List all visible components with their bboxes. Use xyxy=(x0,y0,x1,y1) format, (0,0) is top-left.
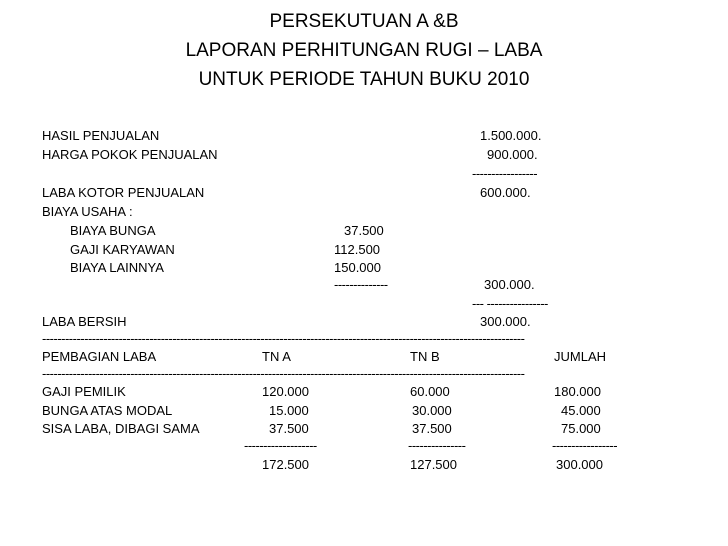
distribution-row-label: BUNGA ATAS MODAL xyxy=(42,403,173,418)
laba-kotor-label: LABA KOTOR PENJUALAN xyxy=(42,185,205,200)
expense-value: 37.500 xyxy=(344,223,384,238)
section-divider-top: ------------------------------------------------------------------------------------------------------------------------------ xyxy=(42,331,525,346)
total-biaya-value: 300.000. xyxy=(484,277,535,292)
hpp-label: HARGA POKOK PENJUALAN xyxy=(42,147,218,162)
report-title-period: UNTUK PERIODE TAHUN BUKU 2010 xyxy=(198,69,530,90)
distribution-total-a: 172.500 xyxy=(262,457,309,472)
hasil-penjualan-label: HASIL PENJUALAN xyxy=(42,128,160,143)
distribution-header-tn-b: TN B xyxy=(410,349,440,364)
distribution-header-jumlah: JUMLAH xyxy=(554,349,607,364)
distribution-row-b: 60.000 xyxy=(410,384,450,399)
expense-value: 112.500 xyxy=(334,242,381,257)
subtotal-rule-2: --- ---------------- xyxy=(472,296,548,311)
biaya-usaha-label: BIAYA USAHA : xyxy=(42,204,133,219)
expense-label: GAJI KARYAWAN xyxy=(70,242,175,257)
expense-label: BIAYA BUNGA xyxy=(70,223,156,238)
expense-subtotal-rule: -------------- xyxy=(334,277,388,292)
distribution-row-a: 120.000 xyxy=(262,384,309,399)
totals-rule-b: --------------- xyxy=(408,438,466,453)
distribution-row-a: 15.000 xyxy=(269,403,309,418)
report-title-company: PERSEKUTUAN A &B xyxy=(269,11,459,32)
distribution-header-label: PEMBAGIAN LABA xyxy=(42,349,157,364)
totals-rule-total: ----------------- xyxy=(552,438,618,453)
laba-bersih-value: 300.000. xyxy=(480,314,531,329)
distribution-row-label: GAJI PEMILIK xyxy=(42,384,126,399)
distribution-row-b: 37.500 xyxy=(412,421,452,436)
laba-kotor-value: 600.000. xyxy=(480,185,531,200)
distribution-row-total: 75.000 xyxy=(561,421,601,436)
distribution-row-total: 45.000 xyxy=(561,403,601,418)
laba-bersih-label: LABA BERSIH xyxy=(42,314,127,329)
subtotal-rule-1: ----------------- xyxy=(472,166,538,181)
expense-label: BIAYA LAINNYA xyxy=(70,260,164,275)
expense-value: 150.000 xyxy=(334,260,381,275)
totals-rule-a: ------------------- xyxy=(244,438,317,453)
distribution-total-b: 127.500 xyxy=(410,457,457,472)
report-title-statement: LAPORAN PERHITUNGAN RUGI – LABA xyxy=(185,40,543,61)
distribution-row-label: SISA LABA, DIBAGI SAMA xyxy=(42,421,200,436)
distribution-row-total: 180.000 xyxy=(554,384,601,399)
section-divider-bottom: ------------------------------------------------------------------------------------------------------------------------------ xyxy=(42,366,525,381)
hasil-penjualan-value: 1.500.000. xyxy=(480,128,542,143)
distribution-header-tn-a: TN A xyxy=(262,349,291,364)
distribution-row-a: 37.500 xyxy=(269,421,309,436)
hpp-value: 900.000. xyxy=(487,147,538,162)
distribution-row-b: 30.000 xyxy=(412,403,452,418)
distribution-total-sum: 300.000 xyxy=(556,457,603,472)
